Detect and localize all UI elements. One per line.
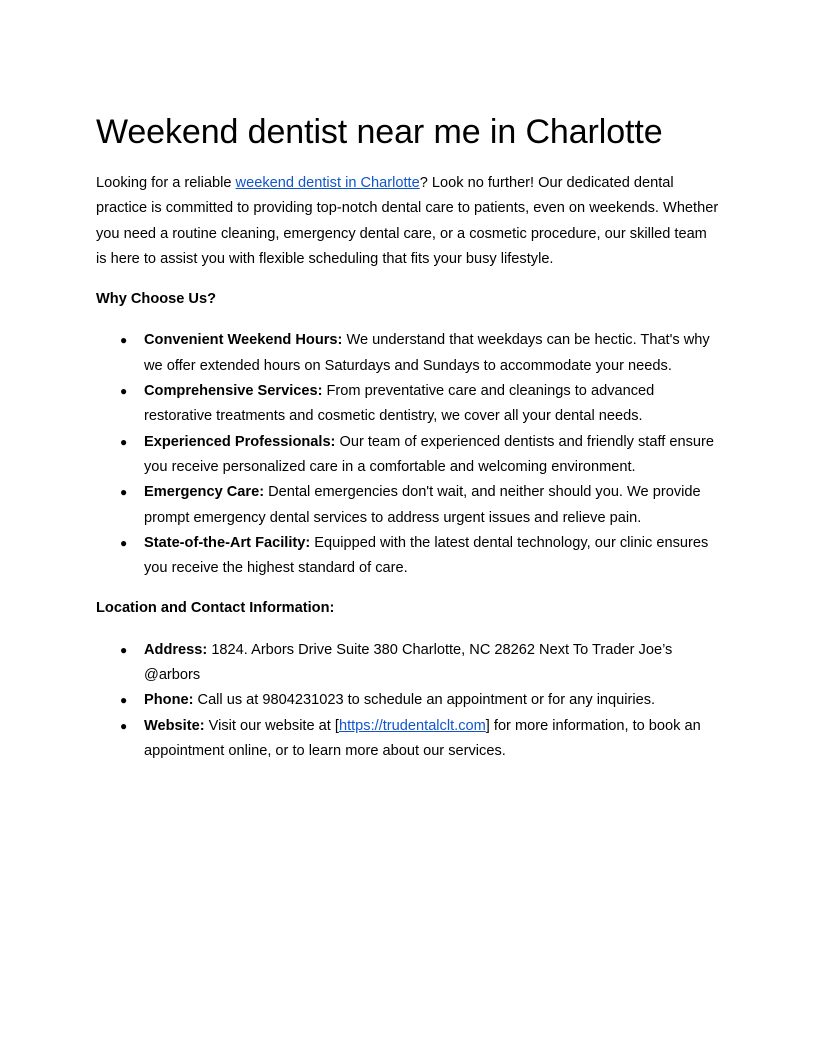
- contact-heading: Location and Contact Information:: [96, 600, 335, 617]
- list-item-comprehensive-services: [96, 379, 720, 430]
- list-item-facility: [96, 531, 720, 582]
- bullet-icon: ●: [120, 485, 128, 500]
- why-choose-heading: Why Choose Us?: [96, 291, 216, 308]
- item-label: Emergency Care:: [144, 484, 265, 501]
- website-label: Website:: [144, 717, 205, 734]
- bullet-icon: ●: [120, 333, 128, 348]
- weekend-dentist-link[interactable]: weekend dentist in Charlotte: [235, 175, 420, 191]
- item-label: Experienced Professionals:: [144, 433, 336, 450]
- item-text: From preventative care and cleanings to advanced restorative treatments and cosmetic dentistry, we cover all your dental needs.: [144, 383, 655, 425]
- item-text: Our team of experienced dentists and friendly staff ensure you receive personalized care in a comfortable and welcoming environment.: [144, 433, 714, 475]
- contact-list: [96, 638, 720, 764]
- intro-text-after-link: ? Look no further! Our dedicated dental practice is committed to providing top-notch dental care to patients, even on weekends. Whether you need a routine cleaning, emergency dental care, or a cosmetic procedure, our skilled team is here to assist you with flexible scheduling that fits your busy lifestyle.: [96, 175, 719, 267]
- intro-paragraph: [96, 171, 720, 272]
- phone-text: Call us at 9804231023 to schedule an appointment or for any inquiries.: [193, 692, 656, 709]
- bullet-icon: ●: [120, 642, 128, 657]
- intro-text-before-link: Looking for a reliable: [96, 175, 236, 191]
- list-item-website: [96, 714, 720, 765]
- document-page: [96, 108, 720, 764]
- website-text-before-link: Visit our website at [: [204, 717, 339, 734]
- list-item-weekend-hours: [96, 328, 720, 379]
- bullet-icon: ●: [120, 718, 128, 733]
- bullet-icon: ●: [120, 693, 128, 708]
- list-item-address: [96, 638, 720, 689]
- website-text-after-link: ] for more information, to book an appointment online, or to learn more about our services.: [144, 717, 701, 759]
- item-text: Equipped with the latest dental technology, our clinic ensures you receive the highest standard of care.: [144, 534, 709, 577]
- bullet-icon: ●: [120, 535, 128, 550]
- list-item-phone: [96, 688, 720, 713]
- address-label: Address:: [144, 641, 208, 658]
- item-text: Dental emergencies don't wait, and neither should you. We provide prompt emergency dental services to address urgent issues and relieve pain.: [144, 484, 701, 526]
- list-item-experienced-professionals: [96, 430, 720, 481]
- item-label: Convenient Weekend Hours:: [144, 332, 343, 349]
- address-text: 1824. Arbors Drive Suite 380 Charlotte, NC 28262 Next To Trader Joe’s @arbors: [144, 641, 673, 684]
- bullet-icon: ●: [120, 384, 128, 399]
- phone-label: Phone:: [144, 692, 194, 709]
- page-title: Weekend dentist near me in Charlotte: [96, 113, 663, 151]
- website-link[interactable]: https://trudentalclt.com: [338, 717, 486, 734]
- list-item-emergency-care: [96, 480, 720, 531]
- item-label: Comprehensive Services:: [144, 383, 323, 400]
- item-label: State-of-the-Art Facility:: [144, 534, 311, 551]
- why-choose-list: [96, 328, 720, 581]
- item-text: We understand that weekdays can be hectic. That's why we offer extended hours on Saturdays and Sundays to accommodate your needs.: [144, 332, 710, 374]
- bullet-icon: ●: [120, 434, 128, 449]
